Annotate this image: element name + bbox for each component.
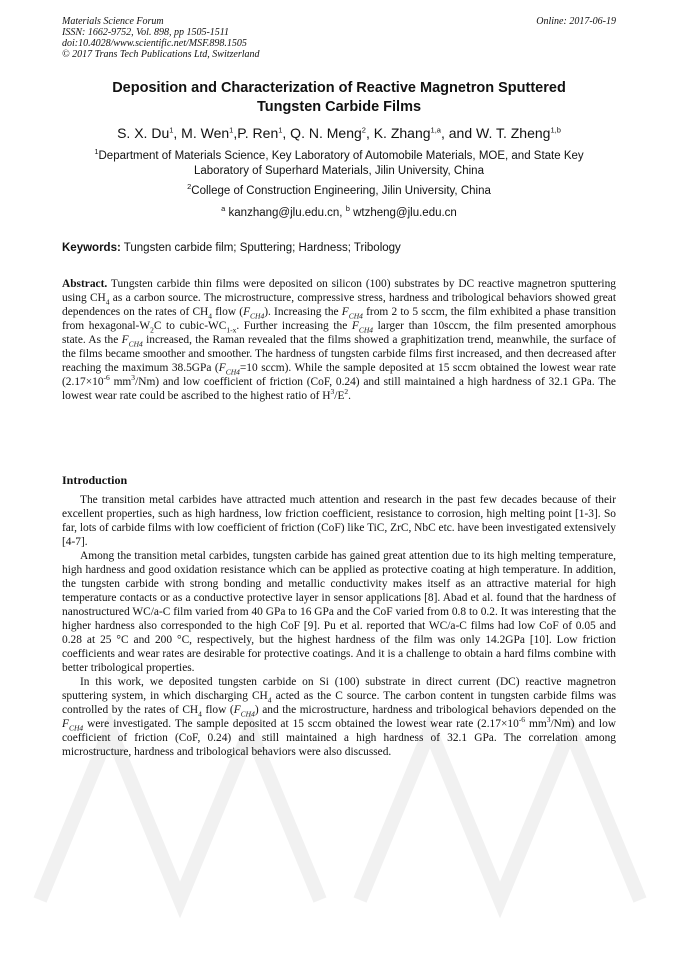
affiliation-2 — [62, 184, 616, 199]
author-affil-mark: 2 — [361, 125, 366, 135]
copyright-line: © 2017 Trans Tech Publications Ltd, Switzerland — [62, 49, 260, 60]
online-date: Online: 2017-06-19 — [536, 16, 616, 27]
affil-mark: 1 — [94, 147, 99, 157]
email-mark: b — [345, 204, 350, 214]
keywords — [62, 241, 616, 256]
author-affil-mark: 1,a — [430, 125, 441, 135]
keywords-label: Keywords: — [62, 242, 121, 254]
intro-paragraph-3: In this work, we deposited tungsten carbide on Si (100) substrate in direct current (DC) reactive magnetron sputtering system, in which discharging $CH_4$ acted as the C source. The carbon content in tungsten carbide films was controlled by the rates of $CH_4$ flow $(F_{CH4})$ and the microstructure, hardness and tribological behaviors depended on the $F_{CH4}$ were investigated. The sample deposited at 15 sccm obtained the lowest wear rate ($2.17\times 10^{-6}$ $mm^3/Nm$) and low coefficient of friction (CoF, 0.24) and still maintained a high hardness of 32.1 GPa. The correlation among microstructure, hardness and tribological behaviors were also discussed. — [62, 676, 617, 758]
email-link[interactable]: wtzheng@jlu.edu.cn — [353, 207, 457, 219]
abstract: Abstract. Tungsten carbide thin films were deposited on silicon (100) substrates by DC reactive magnetron sputtering using $CH_4$ as a carbon source. The microstructure, compressive stress, hardness and tribological behaviors showed great dependences on the rates of $CH_4$ flow $(F_{CH4})$. Increasing the $F_{CH4}$ from 2 to 5 sccm, the film exhibited a phase transition from hexagonal-$W_2C$ to cubic-$WC_{1-x}$. Further increasing the $F_{CH4}$ larger than 10sccm, the film presented amorphous state. As the $F_{CH4}$ increased, the Raman revealed that the films showed a graphitization trend, meanwhile, the surface of the films became smoother and smoother. The hardness of tungsten carbide films first increased, and then decreased after reaching the maximum 38.5GPa ($F_{CH4}=10$ sccm). While the sample deposited at 15 sccm obtained the lowest wear rate ($2.17\times 10^{-6}$ $mm^3/Nm$) and low coefficient of friction (CoF, 0.24) and still maintained a high hardness of 32.1 GPa. The lowest wear rate could be ascribed to the highest ratio of $H^3/E^2$. — [62, 278, 617, 402]
author-affil-mark: 1 — [229, 125, 234, 135]
doi-line: doi:10.4028/www.scientific.net/MSF.898.1505 — [62, 38, 247, 49]
intro-paragraph-2: Among the transition metal carbides, tungsten carbide has gained great attention due to its high melting temperature, high hardness and good oxidation resistance which can be applied as protective coating at high temperature. In addition, the tungsten carbide with strong bonding and metallic conductivity makes itself as an attractive material for high temperature contacts or as a conductive protective layer in sensor applications [8]. Abad et al. found that the hardness of nanostructured WC/a-C film varied from 40 GPa to 16 GPa and the CoF varied from 0.8 to 0.2. It was interesting that the higher hardness also corresponded to the high CoF [9]. Pu et al. reported that WC/a-C films had low CoF of 0.05 and 0.28 at 25 °C and 200 °C, respectively, but the highest hardness of the film was only 14.2GPa [10]. Low friction coefficients and wear rates are desirable for protective coatings. And it is a challenge to obtain a hard films combine with better tribological properties. — [62, 550, 616, 674]
author-name: S. X. Du — [117, 125, 170, 141]
abstract-label: Abstract. — [62, 278, 108, 290]
journal-header — [62, 16, 260, 60]
affil-text: Laboratory of Superhard Materials, Jilin University, China — [194, 165, 484, 177]
author-name: ,P. Ren — [233, 125, 279, 141]
author-affil-mark: 1 — [278, 125, 283, 135]
intro-paragraph-1: The transition metal carbides have attracted much attention and research in the past few decades because of their excellent properties, such as high hardness, low friction coefficient, resistance to corrosion, high melting point [1-3]. So far, lots of carbide films with low coefficient of friction (CoF) like TiC, ZrC, NbC etc. have been investigated extensively [4-7]. — [62, 494, 616, 548]
title-line-1: Deposition and Characterization of Reactive Magnetron Sputtered — [112, 80, 566, 96]
author-affil-mark: 1,b — [550, 125, 561, 135]
introduction-body — [62, 493, 616, 759]
author-name: , Q. N. Meng — [282, 125, 362, 141]
email-mark: a — [221, 204, 226, 214]
keywords-text: Tungsten carbide film; Sputtering; Hardness; Tribology — [123, 242, 401, 254]
affil-mark: 2 — [187, 182, 192, 192]
section-heading-introduction: Introduction — [62, 473, 128, 487]
author-name: , and W. T. Zheng — [440, 125, 551, 141]
author-list — [62, 124, 616, 142]
author-name: , K. Zhang — [365, 125, 431, 141]
affil-text: College of Construction Engineering, Jilin University, China — [191, 185, 491, 197]
author-affil-mark: 1 — [169, 125, 174, 135]
email-line — [62, 206, 616, 221]
affil-text: Department of Materials Science, Key Laboratory of Automobile Materials, MOE, and State Key — [98, 150, 584, 162]
affiliation-1 — [62, 149, 616, 179]
issn-line: ISSN: 1662-9752, Vol. 898, pp 1505-1511 — [62, 27, 230, 38]
journal-name: Materials Science Forum — [62, 16, 164, 27]
author-name: , M. Wen — [173, 125, 230, 141]
email-link[interactable]: kanzhang@jlu.edu.cn, — [228, 207, 343, 219]
paper-title — [62, 79, 616, 117]
title-line-2: Tungsten Carbide Films — [256, 99, 422, 115]
